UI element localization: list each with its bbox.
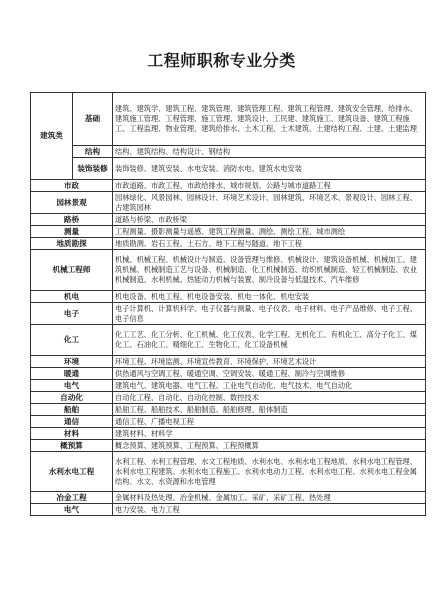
category-cell: 通信	[31, 416, 113, 428]
table-row	[31, 226, 426, 238]
table-row	[31, 180, 426, 192]
table-row	[31, 452, 426, 492]
table-row	[31, 192, 426, 214]
category-cell: 材料	[31, 428, 113, 440]
specialties-cell: 装饰装修、建筑安装、水电安装、消防水电、建筑水电安装	[113, 158, 426, 180]
specialties-cell: 通信工程、广播电视工程	[113, 416, 426, 428]
table-row	[31, 158, 426, 180]
category-cell: 环境	[31, 356, 113, 368]
table-row	[31, 238, 426, 250]
specialties-cell: 金属材料及热处理、冶金机械、金属加工、采矿、采矿工程、热处理	[113, 492, 426, 504]
category-cell: 市政	[31, 180, 113, 192]
table-row	[31, 440, 426, 452]
specialties-cell: 化工工艺、化工分析、化工机械、化工仪表、化学工程、无机化工、有机化工、高分子化工、煤化工、石油化工、精细化工、生物化工、化工设备机械	[113, 325, 426, 356]
subcategory-cell: 基础	[73, 93, 113, 146]
specialties-cell: 建筑材料、材料学	[113, 428, 426, 440]
specialties-cell: 环境工程、环境监测、环境宣传教育、环境保护、环境艺术设计	[113, 356, 426, 368]
specialties-cell: 船舶工程、船舶技术、船舶制造、船舶修理、船体制造	[113, 404, 426, 416]
category-cell: 路桥	[31, 214, 113, 226]
specialties-cell: 园林绿化、风景园林、园林设计、环境艺术设计、园林建筑、环境艺术、景观设计、园林工程、古建筑园林	[113, 192, 426, 214]
specialties-cell: 概念预算、建筑预算、工程预算、工程预概算	[113, 440, 426, 452]
specialties-cell: 电子计算机、计算机科学、电子仪器与测量、电子仪表、电子材料、电子产品维修、电子工程、电子信息	[113, 303, 426, 325]
category-cell: 测量	[31, 226, 113, 238]
table-row	[31, 380, 426, 392]
specialties-cell: 地质勘测、岩石工程、土石方、地下工程与隧道、地下工程	[113, 238, 426, 250]
table-row	[31, 492, 426, 504]
specialties-cell: 工程测量、摄影测量与遥感、建筑工程测量、测绘、测绘工程、城市测绘	[113, 226, 426, 238]
table-row	[31, 214, 426, 226]
table-row	[31, 504, 426, 516]
subcategory-cell: 结构	[73, 146, 113, 158]
classification-table	[30, 92, 426, 516]
table-row	[31, 368, 426, 380]
specialties-cell: 市政道路、市政工程、市政给排水、城市规划、公路与城市道路工程	[113, 180, 426, 192]
category-cell: 电气	[31, 504, 113, 516]
category-cell: 机电	[31, 291, 113, 303]
specialties-cell: 水利工程、水利工程管理、水文工程地质、水利水电、水利水电工程地质、水利水电工程管理、水利水电工程建筑、水利水电工程施工、水利水电动力工程、水利水电工程、水利水电工程金属结构、水文、水资源和水电管理	[113, 452, 426, 492]
category-cell: 机械工程师	[31, 250, 113, 291]
table-row	[31, 93, 426, 146]
category-cell: 建筑类	[31, 93, 73, 180]
table-row	[31, 428, 426, 440]
specialties-cell: 建筑、建筑学、建筑工程、建筑管理、建筑管理工程、建筑工程管理、建筑安全管理、给排水、建筑施工管理、工程管理、施工管理、建筑设计、工民建、建筑施工、建筑设备、建筑工程施工、工程监理、物业管理、建筑给排水、土木工程、土木建筑、土建结构工程、土建、土建监理	[113, 93, 426, 146]
category-cell: 概预算	[31, 440, 113, 452]
specialties-cell: 机电设备、机电工程、机电设备安装、机电一体化、机电安装	[113, 291, 426, 303]
subcategory-cell: 装饰装修	[73, 158, 113, 180]
specialties-cell: 自动化工程、自动化、自动化控制、数控技术	[113, 392, 426, 404]
category-cell: 船舶	[31, 404, 113, 416]
category-cell: 电气	[31, 380, 113, 392]
category-cell: 地质勘探	[31, 238, 113, 250]
category-cell: 暖通	[31, 368, 113, 380]
category-cell: 化工	[31, 325, 113, 356]
category-cell: 电子	[31, 303, 113, 325]
table-row	[31, 356, 426, 368]
specialties-cell: 道路与桥梁、市政桥梁	[113, 214, 426, 226]
category-cell: 园林景观	[31, 192, 113, 214]
category-cell: 自动化	[31, 392, 113, 404]
category-cell: 冶金工程	[31, 492, 113, 504]
table-row	[31, 146, 426, 158]
table-body	[31, 93, 426, 516]
table-row	[31, 325, 426, 356]
table-row	[31, 303, 426, 325]
table-row	[31, 250, 426, 291]
specialties-cell: 机械、机械工程、机械设计与制造、设备管理与维修、机械设计、建筑设备机械、机械加工、建筑机械、机械制造工艺与设备、机械制造、化工机械制造、纺织机械制造、轻工机械制造、农业机械制造、水利机械、热能动力机械与装置、制冷设备与低温技术、汽车维修	[113, 250, 426, 291]
specialties-cell: 结构、建筑结构、结构设计、钢结构	[113, 146, 426, 158]
page-title: 工程师职称专业分类	[147, 51, 296, 70]
table-row	[31, 291, 426, 303]
category-cell: 水利水电工程	[31, 452, 113, 492]
specialties-cell: 供热通风与空调工程、暖通空调、空调安装、暖通工程、制冷与空调维修	[113, 368, 426, 380]
specialties-cell: 电力安装、电力工程	[113, 504, 426, 516]
specialties-cell: 建筑电气、建筑电器、电气工程、工业电气自动化、电气技术、电气自动化	[113, 380, 426, 392]
table-row	[31, 416, 426, 428]
table-row	[31, 404, 426, 416]
table-row	[31, 392, 426, 404]
